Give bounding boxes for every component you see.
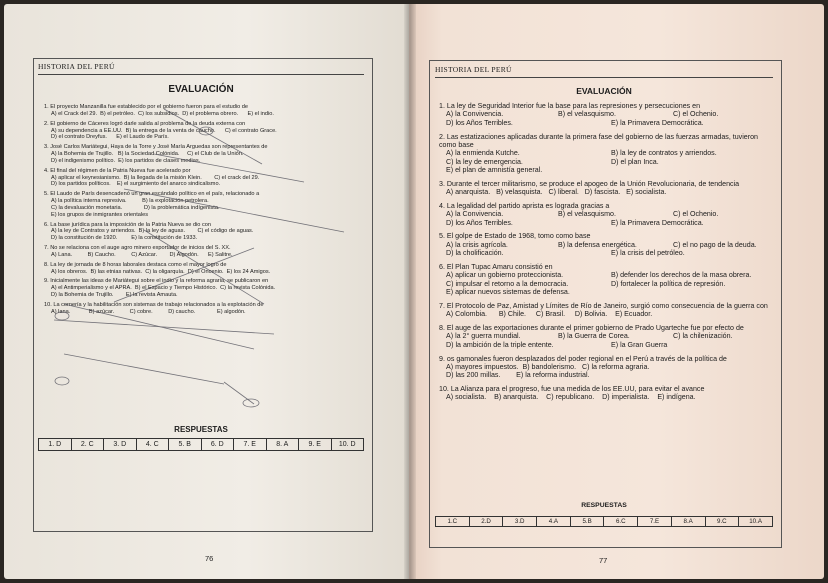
right-answer-table: [435, 516, 773, 527]
pencil-stroke: [154, 154, 304, 182]
option-text: B) el velasquismo.: [558, 210, 616, 219]
question-item: [439, 102, 777, 127]
option-text: C) el no pago de la deuda.: [673, 240, 757, 249]
question-item: [439, 202, 777, 227]
pencil-stroke: [224, 382, 254, 404]
question-options: A) lana. B) azúcar. C) cobre. D) caucho. E) algodón.: [51, 308, 246, 315]
option-text: E) la Primavera Democrática.: [611, 118, 704, 127]
right-header-rule: [435, 77, 773, 78]
question-options: A) el Antimperialismo y el APRA. B) el Espacio y Tiempo Histórico. C) la revista Colónida.: [51, 285, 276, 292]
right-page: [409, 4, 824, 579]
option-text: A) la crisis agrícola.: [446, 240, 508, 249]
question-options: D) el contrato Dreyfus. E) el Laudo de París.: [51, 134, 169, 141]
question-options: A) aplicar el keynesianismo. B) la llegada de la misión Klein. C) el crack del 29.: [51, 174, 260, 181]
question-options: [439, 241, 777, 249]
answer-cell: 9.C: [705, 517, 739, 527]
answer-cell: 1.C: [436, 517, 470, 527]
question-options: [439, 249, 777, 257]
question-item: [439, 133, 777, 175]
pencil-stroke: [54, 320, 274, 334]
pencil-stroke: [64, 354, 224, 384]
book-gutter: [404, 4, 416, 579]
question-options: [439, 188, 777, 196]
pencil-circle: [199, 127, 213, 135]
answer-cell: 5. B: [169, 439, 202, 451]
question-text: 10. La cornería y la habilitación son sistemas de trabajo relacionados a la explotación de: [44, 301, 264, 308]
question-options: A) la ley de Contratos y arriendos. B) la ley de aguas. C) el código de aguas.: [51, 228, 254, 235]
question-options: [439, 393, 777, 401]
question-text: 3. Durante el tercer militarismo, se produce el apogeo de la Unión Revolucionaria, de tendencia: [439, 179, 740, 188]
option-text: A) Colombia. B) Chile. C) Brasil. D) Bolivia. E) Ecuador.: [446, 310, 653, 319]
answer-cell: 6.C: [604, 517, 638, 527]
question-text: 8. El auge de las exportaciones durante el primer gobierno de Prado Ugarteche fue por efecto de: [439, 324, 744, 333]
right-question-list: [439, 102, 777, 407]
question-options: A) la Bohemia de Trujillo. B) la Sociedad Colónida. C) el Club de la Unión.: [51, 151, 244, 158]
answer-cell: 9. E: [299, 439, 332, 451]
pencil-circle: [55, 377, 69, 385]
option-text: C) impulsar el retorno a la democracia.: [446, 279, 569, 288]
option-text: A) la enmienda Kutche.: [446, 149, 520, 158]
question-text: 2. Las estatizaciones aplicadas durante la primera fase del gobierno de las fuerzas armadas, tuvieron como base: [439, 132, 759, 149]
question-text: 7. No se relaciona con el auge agro minero exportador de inicios del S. XX.: [44, 245, 231, 252]
option-text: A) la Convivencia.: [446, 110, 504, 119]
question-item: [439, 324, 777, 349]
question-text: 10. La Alianza para el progreso, fue una medida de los EE.UU, para evitar el avance: [439, 385, 705, 394]
option-text: C) la chilenización.: [673, 332, 733, 341]
question-options: [439, 149, 777, 157]
option-text: D) las 200 millas. E) la reforma industrial.: [446, 371, 590, 380]
question-options: A) su dependencia a EE.UU. B) la entrega de la venta de caucho. C) el contrato Grace.: [51, 127, 277, 134]
question-text: 4. La legalidad del partido aprista es lograda gracias a: [439, 201, 610, 210]
right-page-number: 77: [599, 556, 608, 565]
right-evaluation-title: EVALUACIÓN: [576, 86, 632, 96]
question-options: [439, 310, 777, 318]
question-options: [439, 166, 777, 174]
question-options: [439, 210, 777, 218]
option-text: B) defender los derechos de la masa obrera.: [611, 271, 752, 280]
question-text: 2. El gobierno de Cáceres logró darle salida al problema de la deuda externa con: [44, 120, 246, 127]
left-evaluation-title: EVALUACIÓN: [168, 84, 234, 95]
question-text: 9. Inicialmente las ideas de Mariátegui sobre el indio y la reforma agraria, se publicaron en: [44, 278, 269, 285]
question-options: [439, 371, 777, 379]
question-item: [439, 180, 777, 197]
answer-cell: 10.A: [739, 517, 773, 527]
pencil-stroke: [124, 189, 344, 232]
option-text: E) la Gran Guerra: [611, 340, 668, 349]
pencil-circle: [243, 399, 259, 407]
answer-cell: 6. D: [201, 439, 234, 451]
question-options: [439, 158, 777, 166]
option-text: A) socialista. B) anarquista. C) republicano. D) imperialista. E) indígena.: [446, 393, 696, 402]
option-text: E) la Primavera Democrática.: [611, 218, 704, 227]
left-page-number: 76: [205, 554, 214, 563]
question-options: [439, 363, 777, 371]
option-text: C) el Ochenio.: [673, 210, 719, 219]
question-options: A) la política interna represiva. B) la explotación petrolera.: [51, 198, 209, 205]
question-options: D) el indigenismo político. E) los partidos de clases medias.: [51, 157, 201, 164]
question-options: D) la constitución de 1920. E) la constitución de 1933.: [51, 235, 198, 242]
question-options: [439, 110, 777, 118]
answer-cell: 4. C: [136, 439, 169, 451]
question-options: [439, 119, 777, 127]
book-spread: [4, 4, 824, 579]
option-text: B) la ley de contratos y arriendos.: [611, 149, 717, 158]
answer-row: [436, 517, 773, 527]
answer-cell: 3.D: [503, 517, 537, 527]
option-text: A) aplicar un gobierno proteccionista.: [446, 271, 564, 280]
answer-cell: 8. A: [266, 439, 299, 451]
question-options: [439, 271, 777, 279]
question-text: 8. La ley de jornada de 8 horas laborales destaca como el mayor logro de: [44, 261, 227, 268]
answer-cell: 8.A: [671, 517, 705, 527]
option-text: B) la defensa energética.: [558, 240, 637, 249]
question-options: [439, 219, 777, 227]
question-text: 3. José Carlos Mariátegui, Haya de la Torre y José María Arguedas son representantes de: [44, 144, 268, 151]
option-text: A) la 2° guerra mundial.: [446, 332, 521, 341]
option-text: D) la ambición de la triple entente.: [446, 340, 554, 349]
question-options: [439, 332, 777, 340]
option-text: D) los Años Terribles.: [446, 118, 513, 127]
question-item: [439, 355, 777, 380]
question-options: D) la Bohemia de Trujillo. E) la revista Amauta.: [51, 292, 178, 299]
question-item: [439, 302, 777, 319]
question-options: [439, 280, 777, 288]
option-text: C) el Ochenio.: [673, 110, 719, 119]
question-options: A) el Crack del 29. B) el petróleo. C) los subsidios. D) el problema obrero. E) el indio.: [51, 110, 274, 117]
answer-cell: 2.D: [469, 517, 503, 527]
answer-cell: 10. D: [331, 439, 364, 451]
question-text: 5. El golpe de Estado de 1968, tomo como base: [439, 232, 591, 241]
question-options: E) los grupos de inmigrantes orientales: [51, 211, 149, 218]
option-text: A) mayores impuestos. B) bandolerismo. C) la reforma agraria.: [446, 362, 650, 371]
pencil-stroke: [114, 248, 254, 302]
answer-cell: 7. E: [234, 439, 267, 451]
pencil-annotations: [4, 4, 409, 579]
option-text: E) aplicar nuevos sistemas de defensa.: [446, 288, 570, 297]
option-text: E) el plan de amnistía general.: [446, 166, 543, 175]
answer-cell: 4.A: [537, 517, 571, 527]
question-text: 1. La ley de Seguridad Interior fue la base para las represiones y persecuciones en: [439, 102, 701, 110]
question-text: 7. El Protocolo de Paz, Amistad y Límites de Río de Janeiro, surgió como consecuencia de la guerra con: [439, 301, 768, 310]
pencil-stroke: [164, 109, 262, 164]
answer-cell: 7.E: [638, 517, 672, 527]
left-page: [4, 4, 409, 579]
option-text: D) los Años Terribles.: [446, 218, 513, 227]
left-answers-title: RESPUESTAS: [174, 425, 228, 434]
option-text: A) anarquista. B) velasquista. C) liberal. D) fascista. E) socialista.: [446, 188, 667, 197]
option-text: A) la Convivencia.: [446, 210, 504, 219]
option-text: C) la ley de emergencia.: [446, 157, 523, 166]
answer-cell: 2. C: [71, 439, 104, 451]
option-text: D) fortalecer la política de represión.: [611, 279, 726, 288]
right-running-header: HISTORIA DEL PERÚ: [435, 65, 512, 74]
question-text: 9. os gamonales fueron desplazados del poder regional en el Perú a través de la política de: [439, 354, 727, 363]
question-options: [439, 288, 777, 296]
question-text: 4. El final del régimen de la Patria Nueva fue acelerado por: [44, 167, 191, 174]
question-options: A) los obreros. B) las etnias nativas. C) la oligarquía. D) el Oncenio. E) los 24 Amigos.: [51, 268, 271, 275]
question-options: D) los partidos políticos. E) el surgimiento del anarco sindicalismo.: [51, 181, 221, 188]
option-text: D) la cholificación.: [446, 249, 504, 258]
answer-cell: 5.B: [570, 517, 604, 527]
question-text: 6. El Plan Tupac Amaru consistió en: [439, 262, 553, 271]
pencil-circle: [55, 312, 69, 320]
question-text: 6. La base jurídica para la imposición de la Patria Nueva se dio con: [44, 221, 211, 228]
question-options: [439, 341, 777, 349]
option-text: B) la Guerra de Corea.: [558, 332, 630, 341]
answer-cell: 1. D: [39, 439, 72, 451]
right-answers-title: RESPUESTAS: [581, 502, 627, 509]
left-answer-table: [38, 438, 364, 451]
option-text: B) el velasquismo.: [558, 110, 616, 119]
question-text: 1. El proyecto Manzanilla fue establecido por el gobierno fueron para el estudio de: [44, 104, 248, 110]
answer-row: [39, 439, 364, 451]
left-running-header: HISTORIA DEL PERÚ: [38, 62, 115, 71]
question-options: A) Lana. B) Caucho. C) Azúcar. D) Algodón. E) Salitre.: [51, 252, 233, 258]
option-text: D) el plan Inca.: [611, 157, 659, 166]
question-item: [439, 232, 777, 257]
question-item: [439, 385, 777, 402]
answer-cell: 3. D: [104, 439, 137, 451]
question-options: C) la devaluación monetaria. D) la problemática indígenista.: [51, 204, 220, 211]
question-item: [439, 263, 777, 297]
question-text: 5. El Laudo de París desencadenó un gran escándalo político en el país, relacionado a: [44, 191, 260, 198]
option-text: E) la crisis del petróleo.: [611, 249, 685, 258]
